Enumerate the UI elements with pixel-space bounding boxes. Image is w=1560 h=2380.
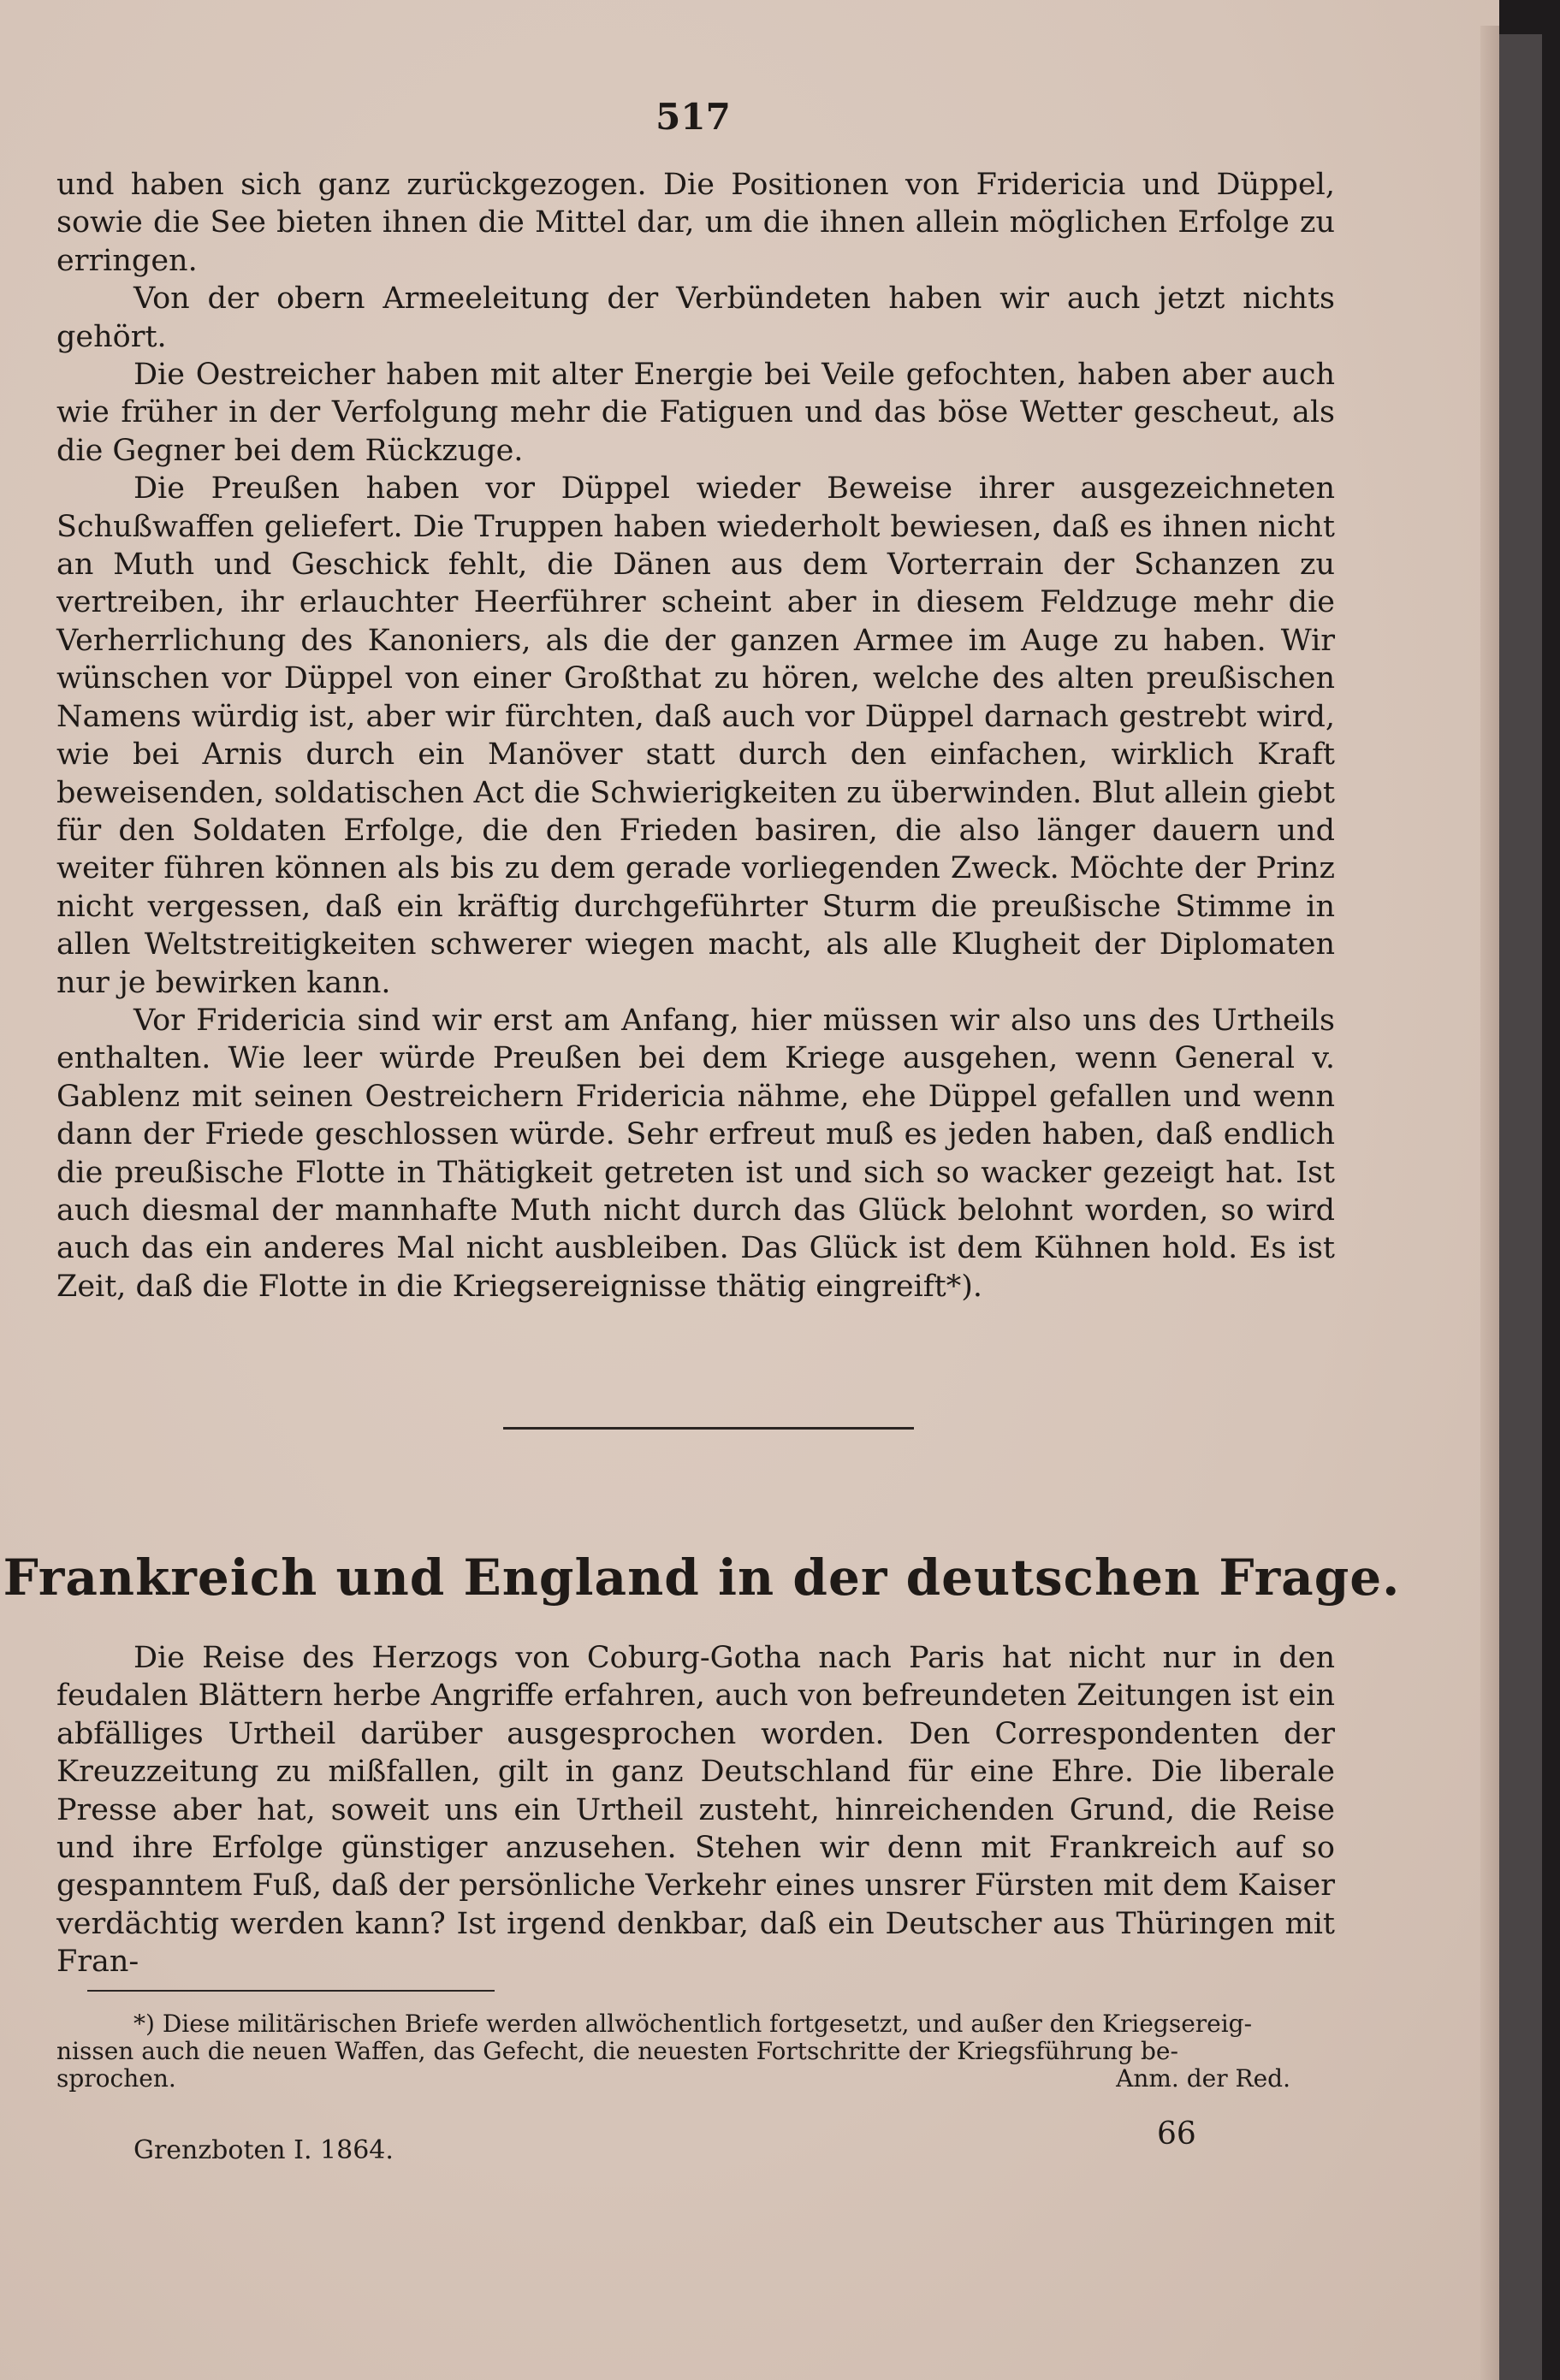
article-heading: Frankreich und England in der deutschen Frage. [3,1548,1401,1607]
page-edge [1480,26,1499,2380]
footnote-divider [87,1990,495,1992]
paragraph: Vor Fridericia sind wir erst am Anfang, hier müssen wir also uns des Urtheils enthalten. Wie leer würde Preußen bei dem Kriege ausgehen, wenn General v. Gablenz mit seinen Oestreichern Fridericia nähme, ehe Düppel gefallen und wenn dann der Friede geschlossen würde. Sehr erfreut muß es jeden haben, daß endlich die preußische Flotte in Thätigkeit getreten ist und sich so wacker gezeigt hat. Ist auch diesmal der mannhafte Muth nicht durch das Glück belohnt worden, so wird auch das ein anderes Mal nicht ausbleiben. Das Glück ist dem Kühnen hold. Es ist Zeit, daß die Flotte in die Kriegsereignisse thätig eingreift*). [56,1003,1335,1304]
paragraph: Die Preußen haben vor Düppel wieder Beweise ihrer ausgezeichneten Schußwaffen geliefert. Die Truppen haben wiederholt bewiesen, daß es ihnen nicht an Muth und Geschick fehlt, die Dänen aus dem Vorterrain der Schanzen zu vertreiben, ihr erlauchter Heerführer scheint aber in diesem Feldzuge mehr die Verherrlichung des Kanoniers, als die der ganzen Armee im Auge zu haben. Wir wünschen vor Düppel von einer Großthat zu hören, welche des alten preußischen Namens würdig ist, aber wir fürchten, daß auch vor Düppel darnach gestrebt wird, wie bei Arnis durch ein Manöver statt durch den einfachen, wirklich Kraft beweisenden, soldatischen Act die Schwierigkeiten zu überwinden. Blut allein giebt für den Soldaten Erfolge, die den Frieden basiren, die also länger dauern und weiter führen können als bis zu dem gerade vorliegenden Zweck. Möchte der Prinz nicht vergessen, daß ein kräftig durchgeführter Sturm die preußische Stimme in allen Weltstreitigkeiten schwerer wiegen macht, als alle Klugheit der Diplomaten nur je bewirken kann. [56,471,1335,1000]
section-text [56,166,1335,1305]
footnote-line: nissen auch die neuen Waffen, das Gefecht, die neuesten Fortschritte der Kriegsführung be- [56,2037,1178,2065]
sheet-number: 66 [1157,2117,1196,2152]
paragraph: und haben sich ganz zurückgezogen. Die Positionen von Fridericia und Düppel, sowie die See bieten ihnen die Mittel dar, um die ihnen allein möglichen Erfolge zu erringen. [56,168,1335,278]
footnote [56,2010,1299,2093]
article-text [56,1639,1335,1981]
footnote-line: *) Diese militärischen Briefe werden allwöchentlich fortgesetzt, und außer den Kriegsereig- [133,2010,1253,2038]
book-spine-edge [1499,34,1542,2380]
page-number: 517 [655,96,731,138]
paragraph: Die Oestreicher haben mit alter Energie bei Veile gefochten, haben aber auch wie früher in der Verfolgung mehr die Fatiguen und das böse Wetter gescheut, als die Gegner bei dem Rückzuge. [56,358,1335,468]
paragraph: Von der obern Armeeleitung der Verbündeten haben wir auch jetzt nichts gehört. [56,281,1335,354]
paragraph: Die Reise des Herzogs von Coburg-Gotha nach Paris hat nicht nur in den feudalen Blättern herbe Angriffe erfahren, auch von befreundeten Zeitungen ist ein abfälliges Urtheil darüber ausgesprochen worden. Den Correspondenten der Kreuzzeitung zu mißfallen, gilt in ganz Deutschland für eine Ehre. Die liberale Presse aber hat, soweit uns ein Urtheil zusteht, hinreichenden Grund, die Reise und ihre Erfolge günstiger anzusehen. Stehen wir denn mit Frankreich auf so gespanntem Fuß, daß der persönliche Verkehr eines unsrer Fürsten mit dem Kaiser verdächtig werden kann? Ist irgend denkbar, daß ein Deutscher aus Thüringen mit Fran- [56,1641,1335,1980]
section-divider [503,1427,914,1430]
footnote-line: sprochen. [56,2064,176,2093]
footnote-signature: Anm. der Red. [1116,2064,1290,2093]
publication-source: Grenzboten I. 1864. [133,2135,394,2165]
